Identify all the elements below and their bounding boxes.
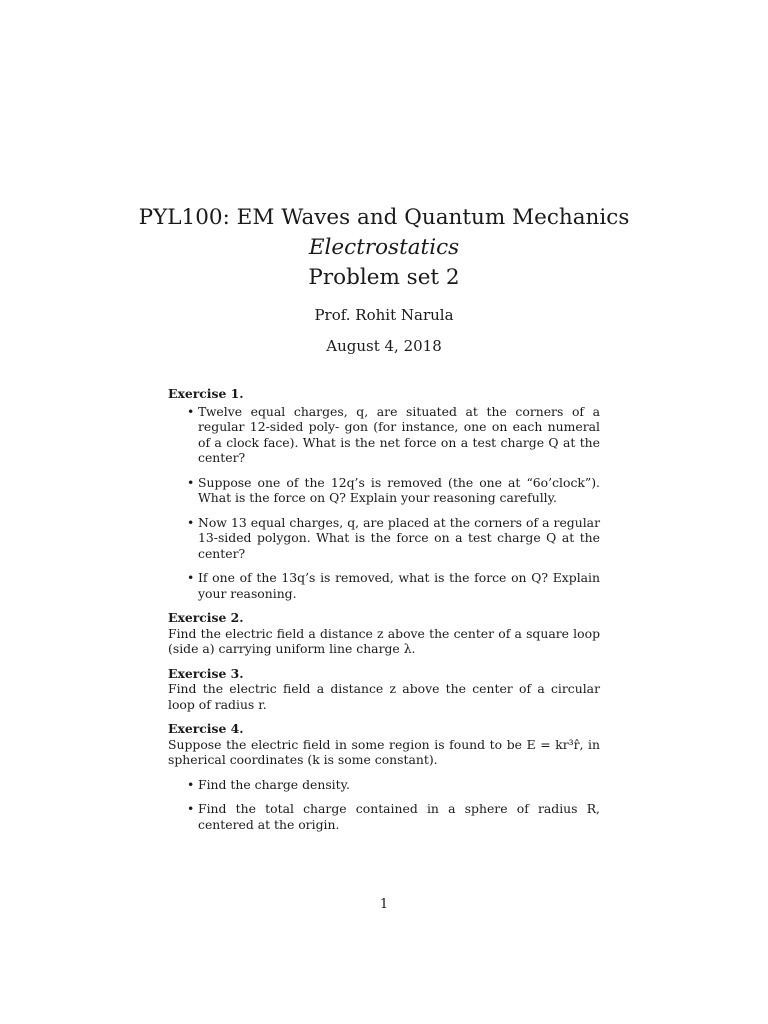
list-item-text: Twelve equal charges, q, are situated at the corners of a regular 12-sided poly- gon (for instance, one on each numeral of a clock face). What is the net force on a test charge Q at the center? [198,403,600,465]
exercise-heading: Exercise 3. [168,665,244,681]
document-subtitle: Electrostatics [308,235,460,260]
bullet-icon: • [187,570,195,585]
exercise-heading: Exercise 1. [168,386,244,401]
list-item [168,475,600,506]
date: August 4, 2018 [326,337,442,355]
exercise-heading: Exercise 2. [168,610,244,625]
list-item [168,777,600,793]
list-item-text: If one of the 13q’s is removed, what is the force on Q? Explain your reasoning. [198,570,600,601]
exercise-text: Find the electric field a distance z above the center of a square loop (side a) carrying uniform line charge λ. [168,625,600,656]
page-number: 1 [379,897,389,912]
list-item [168,570,600,601]
bullet-icon: • [187,776,195,792]
exercise-4 [168,721,600,832]
document-title: PYL100: EM Waves and Quantum Mechanics [138,205,630,230]
exercises-body [168,386,600,841]
problem-set-label: Problem set 2 [308,265,460,290]
list-item-text: Find the charge density. [198,776,350,792]
list-item [168,801,600,832]
title-block [0,203,768,293]
author: Prof. Rohit Narula [314,306,454,324]
exercise-heading: Exercise 4. [168,721,244,736]
bullet-icon: • [187,403,195,419]
exercise-4-list [168,777,600,833]
exercise-1-list [168,404,600,602]
list-item [168,404,600,466]
bullet-icon: • [187,801,195,816]
bullet-icon: • [187,474,195,490]
bullet-icon: • [187,514,195,530]
exercise-text: Find the electric field a distance z above the center of a circular loop of radius r. [168,681,600,712]
exercise-text: Suppose the electric field in some region is found to be E = kr³r̂, in spherical coordinates (k is some constant). [168,736,600,767]
exercise-1 [168,386,600,601]
exercise-2 [168,610,600,657]
list-item-text: Now 13 equal charges, q, are placed at the corners of a regular 13-sided polygon. What is the force on a test charge Q at the center? [198,514,600,561]
list-item-text: Find the total charge contained in a sphere of radius R, centered at the origin. [198,801,600,832]
exercise-3 [168,666,600,713]
list-item [168,515,600,562]
list-item-text: Suppose one of the 12q’s is removed (the one at “6o’clock”). What is the force on Q? Explain your reasoning carefully. [198,474,600,505]
